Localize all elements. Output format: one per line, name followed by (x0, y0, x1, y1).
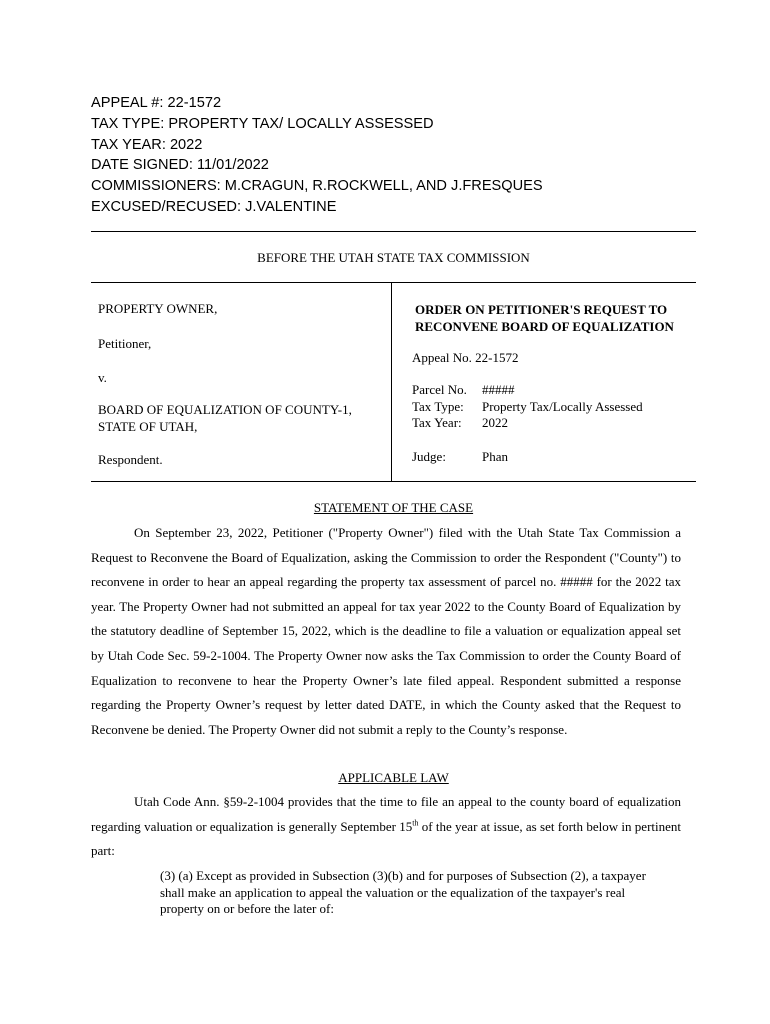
appeal-no: Appeal No. 22-1572 (412, 350, 519, 365)
petitioner-label: Petitioner, (98, 336, 152, 351)
board-label-line1: BOARD OF EQUALIZATION OF COUNTY-1, (98, 402, 352, 417)
parcel-row (412, 382, 643, 399)
judge-label: Judge: (412, 449, 446, 464)
law-text-part2: of the year at issue, as set forth below in pertinent part: (91, 818, 681, 859)
judge-row (412, 449, 508, 466)
tax-type-value: Property Tax/Locally Assessed (482, 398, 643, 414)
divider-top (91, 231, 696, 232)
superscript-th: th (412, 818, 419, 828)
property-owner-label: PROPERTY OWNER, (98, 301, 218, 316)
law-text-part1: Utah Code Ann. §59-2-1004 provides that the time to file an appeal to the county board of equalization regarding valuation or equalization is generally September 15 (91, 794, 681, 834)
board-label-line2: STATE OF UTAH, (98, 419, 198, 434)
commissioners: COMMISSIONERS: M.CRAGUN, R.ROCKWELL, AND J.FRESQUES (91, 178, 543, 195)
law-heading: APPLICABLE LAW (338, 770, 449, 785)
divider-caption-top (91, 282, 696, 283)
before-heading: BEFORE THE UTAH STATE TAX COMMISSION (257, 250, 530, 265)
appeal-number: APPEAL #: 22-1572 (91, 95, 222, 111)
tax-year-value: 2022 (482, 415, 508, 430)
parcel-label: Parcel No. (412, 382, 467, 397)
tax-year-row (412, 415, 643, 432)
tax-type-label: Tax Type: (412, 398, 464, 414)
order-title-line2: RECONVENE BOARD OF EQUALIZATION (415, 319, 674, 334)
tax-year: TAX YEAR: 2022 (91, 136, 203, 153)
tax-year-label: Tax Year: (412, 415, 462, 430)
statement-heading: STATEMENT OF THE CASE (313, 500, 474, 515)
statute-quote: (3) (a) Except as provided in Subsection (3)(b) and for purposes of Subsection (2), a taxpayer shall make an application to appeal the valuation or the equalization of the taxpayer's real property on or before the later of: (160, 868, 646, 916)
respondent-label: Respondent. (98, 452, 163, 467)
versus-label: v. (98, 370, 107, 385)
document-header (91, 93, 543, 218)
judge-value: Phan (482, 449, 508, 464)
law-paragraph (91, 790, 681, 864)
caption-divider (391, 283, 392, 481)
excused-recused: EXCUSED/RECUSED: J.VALENTINE (91, 198, 337, 215)
date-signed: DATE SIGNED: 11/01/2022 (91, 157, 269, 174)
order-title (415, 301, 674, 335)
tax-type: TAX TYPE: PROPERTY TAX/ LOCALLY ASSESSED (91, 115, 434, 132)
tax-type-row (412, 399, 643, 416)
statement-paragraph: On September 23, 2022, Petitioner ("Property Owner") filed with the Utah State Tax Commission a Request to Reconvene the Board of Equalization, asking the Commission to order the Respondent ("County") to reconvene in order to hear an appeal regarding the property tax assessment of parcel no. ##### for the 2022 tax year. The Property Owner had not submitted an appeal for tax year 2022 to the County Board of Equalization by the statutory deadline of September 15, 2022, which is the deadline to file a valuation or equalization appeal set by Utah Code Sec. 59-2-1004. The Property Owner now asks the Tax Commission to order the County Board of Equalization to reconvene to hear the Property Owner’s late filed appeal. Respondent submitted a response regarding the Property Owner’s request by letter dated DATE, in which the County asked that the Request to Reconvene be denied. The Property Owner did not submit a reply to the County’s response. (91, 525, 681, 737)
order-title-line1: ORDER ON PETITIONER'S REQUEST TO (415, 302, 668, 317)
case-details (412, 382, 643, 432)
parcel-value: ##### (482, 382, 515, 397)
divider-caption-bottom (91, 481, 696, 482)
